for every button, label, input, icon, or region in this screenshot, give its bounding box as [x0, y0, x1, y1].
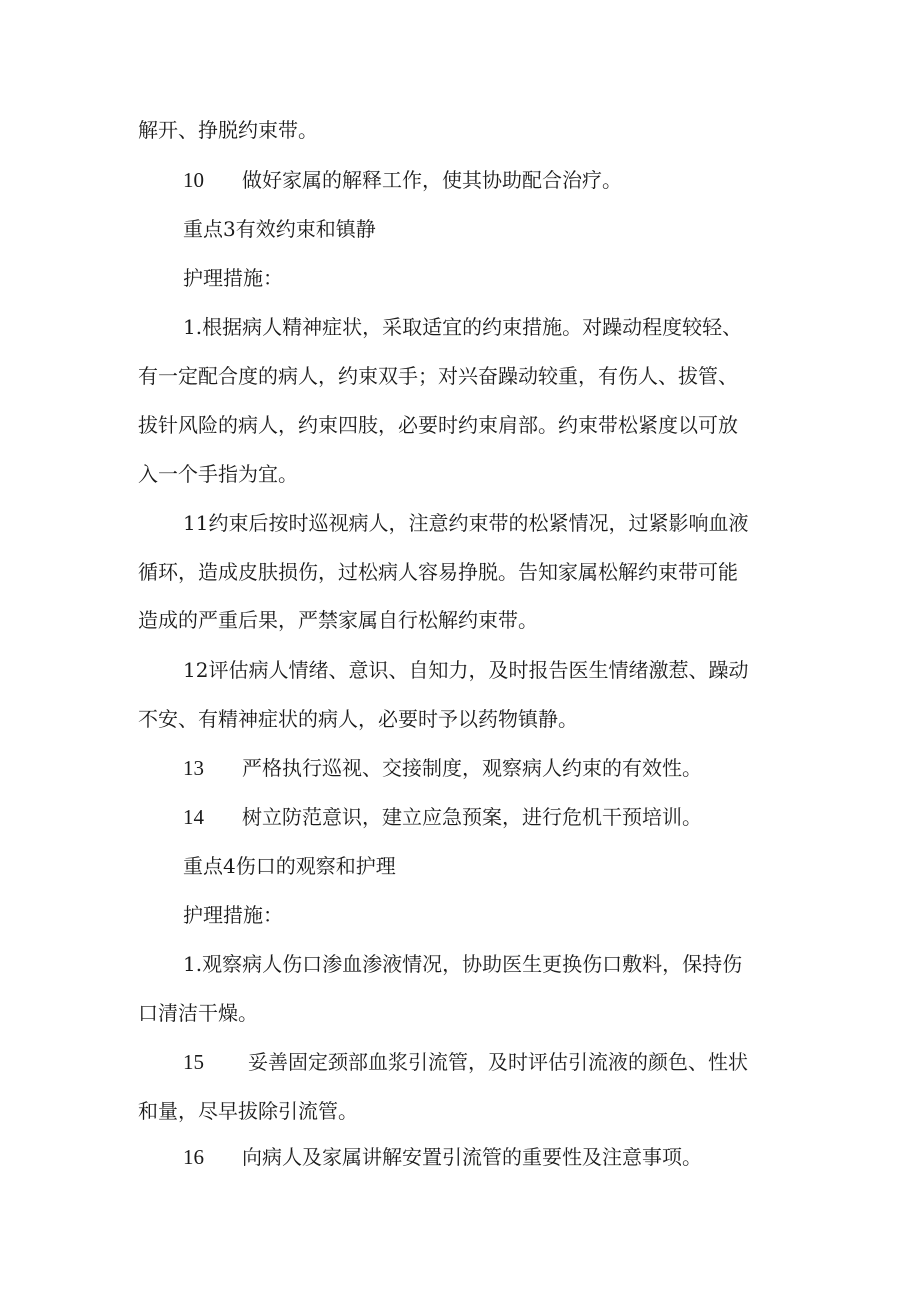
- line-text: 向病人及家属讲解安置引流管的重要性及注意事项。: [242, 1145, 702, 1169]
- line-text: 解开、挣脱约束带。: [138, 118, 318, 142]
- line-text: 拔针风险的病人，约束四肢，必要时约束肩部。约束带松紧度以可放: [138, 413, 738, 437]
- item-number: 14: [183, 805, 204, 829]
- line-text: 不安、有精神症状的病人，必要时予以药物镇静。: [138, 707, 578, 731]
- line-text: 口清洁干燥。: [138, 1001, 258, 1025]
- heading-text: 重点3有效约束和镇静: [183, 217, 376, 241]
- subheading-text: 护理措施：: [183, 903, 283, 927]
- item-number: 15: [183, 1050, 204, 1074]
- line-text: 入一个手指为宜。: [138, 462, 298, 486]
- line-text: 妥善固定颈部血浆引流管，及时评估引流液的颜色、性状: [248, 1050, 748, 1074]
- line-text: 严格执行巡视、交接制度，观察病人约束的有效性。: [242, 756, 702, 780]
- line-text: 1.观察病人伤口渗血渗液情况，协助医生更换伤口敷料，保持伤: [183, 952, 743, 976]
- heading-text: 重点4伤口的观察和护理: [183, 854, 396, 878]
- line-text: 11约束后按时巡视病人，注意约束带的松紧情况，过紧影响血液: [183, 511, 749, 535]
- line-text: 做好家属的解释工作，使其协助配合治疗。: [242, 168, 622, 192]
- line-text: 造成的严重后果，严禁家属自行松解约束带。: [138, 608, 538, 632]
- line-text: 和量，尽早拔除引流管。: [138, 1099, 358, 1123]
- line-text: 12评估病人情绪、意识、自知力，及时报告医生情绪激惹、躁动: [183, 658, 749, 682]
- line-text: 有一定配合度的病人，约束双手；对兴奋躁动较重，有伤人、拔管、: [138, 364, 738, 388]
- item-number: 16: [183, 1145, 204, 1169]
- item-number: 10: [183, 168, 204, 192]
- line-text: 循环，造成皮肤损伤，过松病人容易挣脱。告知家属松解约束带可能: [138, 560, 738, 584]
- line-text: 树立防范意识，建立应急预案，进行危机干预培训。: [242, 805, 702, 829]
- subheading-text: 护理措施：: [183, 266, 283, 290]
- line-text: 1.根据病人精神症状，采取适宜的约束措施。对躁动程度较轻、: [183, 315, 743, 339]
- item-number: 13: [183, 756, 204, 780]
